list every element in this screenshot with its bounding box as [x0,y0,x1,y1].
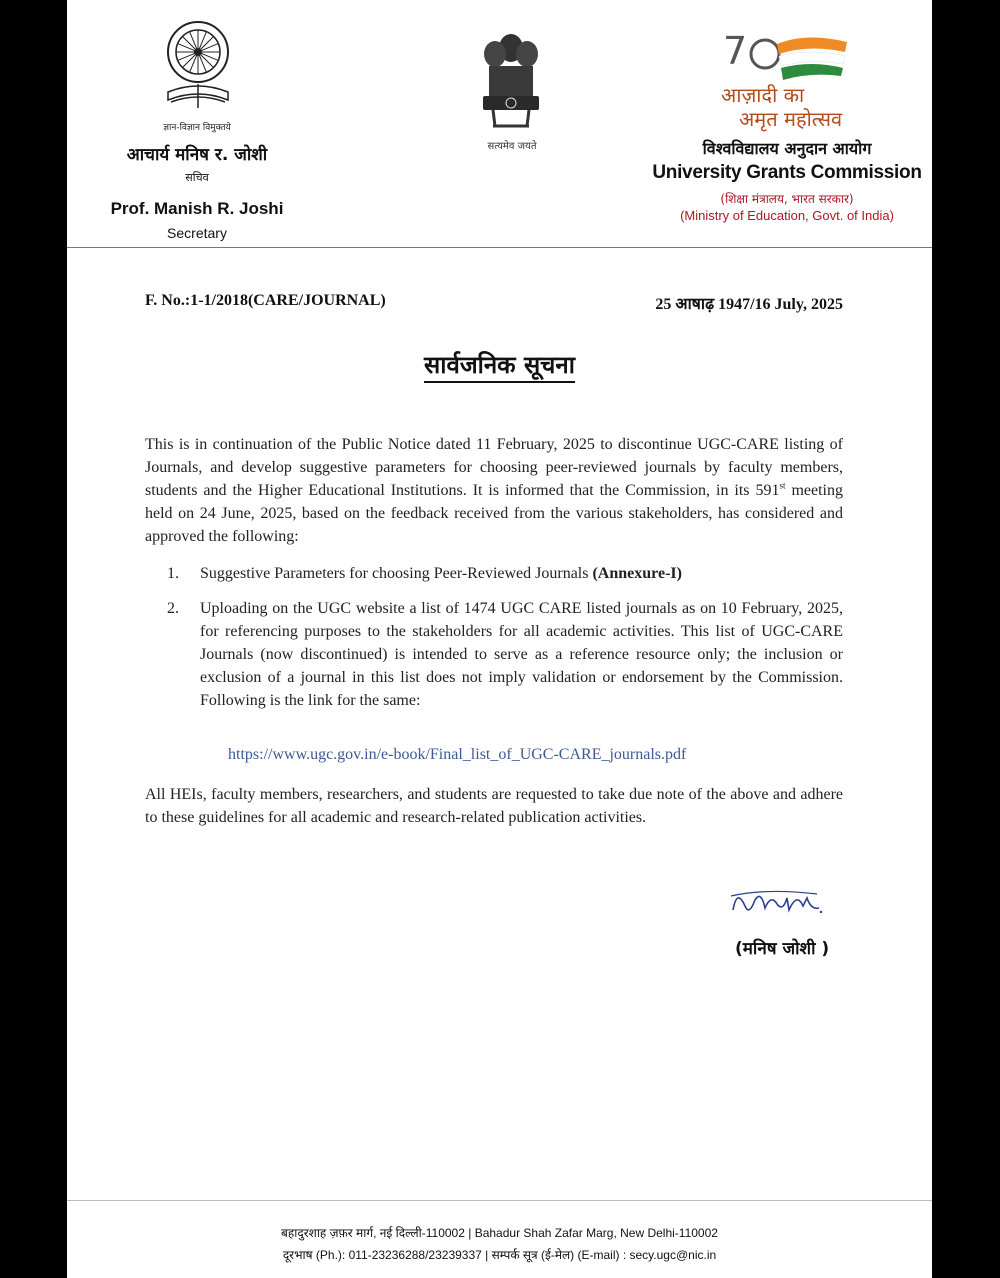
svg-text:7: 7 [723,29,748,73]
list-item-text: Suggestive Parameters for choosing Peer-Reviewed Journals [200,565,593,582]
intro-text-part1: This is in continuation of the Public Notice dated 11 February, 2025 to discontinue UGC-CARE listing of Journals, and develop suggestive parameters for choosing peer-reviewed journals by faculty members, students and the Higher Educational Institutions. It is informed that the Commission, in its 591 [145,436,843,499]
list-item-number: 2. [167,600,179,617]
footer-address: बहादुरशाह ज़फ़र मार्ग, नई दिल्ली-110002 | Bahadur Shah Zafar Marg, New Delhi-110002 [281,1226,718,1240]
list-item-text: Uploading on the UGC website a list of 1474 UGC CARE listed journals as on 10 February, 2025, for referencing purposes to the stakeholders for all academic activities. This list of UGC-CARE Journals (now discontinued) is intended to serve as a reference resource only; the inclusion or exclusion of a journal in this list does not imply validation or endorsement by the Commission. Following is the link for the same: [200,600,843,709]
notice-heading-text: सार्वजनिक सूचना [424,351,575,383]
organization-name-hindi: विश्वविद्यालय अनुदान आयोग [702,139,872,158]
signer-name: (मनिष जोशी ) [735,939,830,959]
handwritten-signature [727,880,827,924]
intro-paragraph [145,433,843,548]
secretary-name-hindi: आचार्य मनिष र. जोशी [126,145,268,165]
list-item-annexure: (Annexure-I) [592,565,682,582]
intro-text-part2: meeting held on 24 June, 2025, based on the feedback received from the various stakeholders, has considered and approved the following: [145,482,843,545]
header-divider [67,247,932,248]
secretary-name-english: Prof. Manish R. Joshi [110,199,284,218]
list-item-number: 1. [167,565,179,582]
notice-date: 25 आषाढ़ 1947/16 July, 2025 [655,296,843,313]
footer-divider [67,1200,932,1201]
notice-heading [67,348,932,381]
ministry-hindi: (शिक्षा मंत्रालय, भारत सरकार) [720,192,854,206]
care-journals-link[interactable]: https://www.ugc.gov.in/e-book/Final_list_of_UGC-CARE_journals.pdf [228,746,687,763]
azadi-text-line2: अमृत महोत्सव [739,107,843,131]
ugc-motto: ज्ञान-विज्ञान विमुक्तये [163,123,231,133]
organization-name-english: University Grants Commission [652,162,922,183]
ugc-emblem-icon [163,14,233,118]
national-emblem-motto: सत्यमेव जयते [487,141,537,152]
ministry-english: (Ministry of Education, Govt. of India) [680,208,894,223]
closing-paragraph: All HEIs, faculty members, researchers, and students are requested to take due note of the above and adhere to these guidelines for all academic and research-related publication activities. [145,786,843,826]
secretary-title-english: Secretary [167,225,227,241]
file-number: F. No.:1-1/2018(CARE/JOURNAL) [145,292,386,309]
intro-superscript: st [779,480,786,491]
national-emblem-icon [471,26,551,130]
azadi-text-line1: आज़ादी का [721,83,805,107]
footer-contact: दूरभाष (Ph.): 011-23236288/23239337 | सम्पर्क सूत्र (ई-मेल) (E-mail) : secy.ugc@nic.in [282,1248,717,1262]
list-item [167,597,843,712]
azadi-ka-amrit-mahotsav-logo [717,24,857,134]
secretary-title-hindi: सचिव [185,171,209,184]
notice-page [67,0,932,1278]
list-item [167,562,843,585]
